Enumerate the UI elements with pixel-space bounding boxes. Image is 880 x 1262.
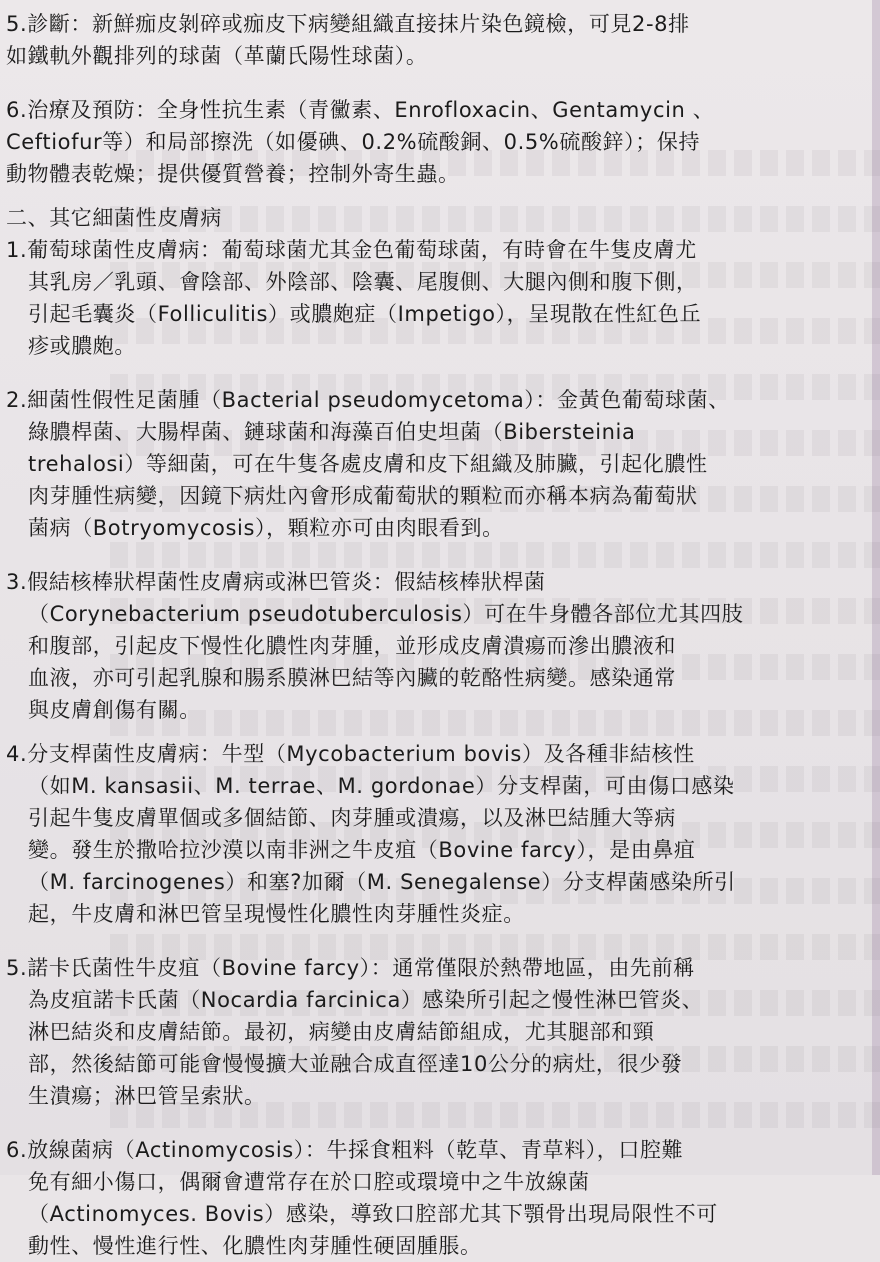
paragraph-line: 3.假結核棒狀桿菌性皮膚病或淋巴管炎：假結核棒狀桿菌 <box>6 570 546 594</box>
paragraph-gap <box>6 1112 868 1134</box>
paragraph-line: 2.細菌性假性足菌腫（Bacterial pseudomycetoma）：金黃色葡萄球菌、 <box>6 388 730 412</box>
paragraph-line: 5.診斷：新鮮痂皮剝碎或痂皮下病變組織直接抹片染色鏡檢，可見2-8排 <box>6 12 690 36</box>
paragraph-line: （Actinomyces. Bovis）感染，導致口腔部尤其下顎骨出現局限性不可 <box>28 1202 718 1226</box>
section-mycobacterium <box>6 738 868 930</box>
paragraph-line: （如M. kansasii、M. terrae、M. gordonae）分支桿菌，可由傷口感染 <box>28 774 735 798</box>
paragraph-line: 4.分支桿菌性皮膚病：牛型（Mycobacterium bovis）及各種非結核性 <box>6 742 695 766</box>
paragraph-gap <box>6 362 868 384</box>
paragraph-line: 綠膿桿菌、大腸桿菌、鏈球菌和海藻百伯史坦菌（Bibersteinia <box>28 420 636 444</box>
paragraph-line: 生潰瘍；淋巴管呈索狀。 <box>28 1084 266 1108</box>
paragraph-line: 5.諾卡氏菌性牛皮疽（Bovine farcy）：通常僅限於熱帶地區，由先前稱 <box>6 956 695 980</box>
paragraph-line: 動物體表乾燥；提供優質營養；控制外寄生蟲。 <box>6 162 460 186</box>
paragraph-gap <box>6 544 868 566</box>
paragraph-line: 為皮疽諾卡氏菌（Nocardia farcinica）感染所引起之慢性淋巴管炎、 <box>28 988 704 1012</box>
paragraph-line: 部，然後結節可能會慢慢擴大並融合成直徑達10公分的病灶，很少發 <box>28 1052 683 1076</box>
paragraph-line: 引起毛囊炎（Folliculitis）或膿皰症（Impetigo），呈現散在性紅色丘 <box>28 302 702 326</box>
paragraph-line: 淋巴結炎和皮膚結節。最初，病變由皮膚結節組成，尤其腿部和頸 <box>28 1020 655 1044</box>
paragraph-line: （M. farcinogenes）和塞?加爾（M. Senegalense）分支桿菌感染所引 <box>28 870 736 894</box>
paragraph-line: Ceftiofur等）和局部擦洗（如優碘、0.2%硫酸銅、0.5%硫酸鋅）；保持 <box>6 130 701 154</box>
paragraph-gap <box>6 72 868 94</box>
paragraph-line: trehalosi）等細菌，可在牛隻各處皮膚和皮下組織及肺臟，引起化膿性 <box>28 452 708 476</box>
document-body <box>6 8 868 1262</box>
paragraph-line: 肉芽腫性病變，因鏡下病灶內會形成葡萄狀的顆粒而亦稱本病為葡萄狀 <box>28 484 698 508</box>
paragraph-gap <box>6 930 868 952</box>
paragraph-line: 變。發生於撒哈拉沙漠以南非洲之牛皮疽（Bovine farcy），是由鼻疽 <box>28 838 696 862</box>
section-heading: 二、其它細菌性皮膚病 <box>6 206 222 230</box>
section-staphylococcal <box>6 234 868 362</box>
paragraph-line: 起，牛皮膚和淋巴管呈現慢性化膿性肉芽腫性炎症。 <box>28 902 525 926</box>
section-treatment <box>6 94 868 190</box>
section-heading-other-bacterial <box>6 202 868 234</box>
paragraph-line: 6.治療及預防：全身性抗生素（青黴素、Enrofloxacin、Gentamycin 、 <box>6 98 715 122</box>
paragraph-line: 如鐵軌外觀排列的球菌（革蘭氏陽性球菌）。 <box>6 44 428 68</box>
page-edge-shadow <box>872 0 880 1175</box>
section-nocardia <box>6 952 868 1112</box>
paragraph-line: 免有細小傷口，偶爾會遭常存在於口腔或環境中之牛放線菌 <box>28 1170 590 1194</box>
section-pseudomycetoma <box>6 384 868 544</box>
paragraph-line: 引起牛隻皮膚單個或多個結節、肉芽腫或潰瘍，以及淋巴結腫大等病 <box>28 806 676 830</box>
paragraph-line: 和腹部，引起皮下慢性化膿性肉芽腫，並形成皮膚潰瘍而滲出膿液和 <box>28 634 676 658</box>
paragraph-gap <box>6 190 868 202</box>
section-actinomycosis <box>6 1134 868 1262</box>
paragraph-line: 血液，亦可引起乳腺和腸系膜淋巴結等內臟的乾酪性病變。感染通常 <box>28 666 676 690</box>
paragraph-line: 疹或膿皰。 <box>28 334 136 358</box>
section-corynebacterium <box>6 566 868 726</box>
paragraph-line: 其乳房／乳頭、會陰部、外陰部、陰囊、尾腹側、大腿內側和腹下側， <box>28 270 698 294</box>
paragraph-line: （Corynebacterium pseudotuberculosis）可在牛身體各部位尤其四肢 <box>28 602 744 626</box>
paragraph-line: 動性、慢性進行性、化膿性肉芽腫性硬固腫脹。 <box>28 1234 482 1258</box>
paragraph-line: 6.放線菌病（Actinomycosis）：牛採食粗料（乾草、青草料），口腔難 <box>6 1138 684 1162</box>
paragraph-gap <box>6 726 868 738</box>
paragraph-line: 菌病（Botryomycosis），顆粒亦可由肉眼看到。 <box>28 516 504 540</box>
paragraph-line: 1.葡萄球菌性皮膚病：葡萄球菌尤其金色葡萄球菌，有時會在牛隻皮膚尤 <box>6 238 697 262</box>
section-diagnosis <box>6 8 868 72</box>
paragraph-line: 與皮膚創傷有關。 <box>28 698 201 722</box>
